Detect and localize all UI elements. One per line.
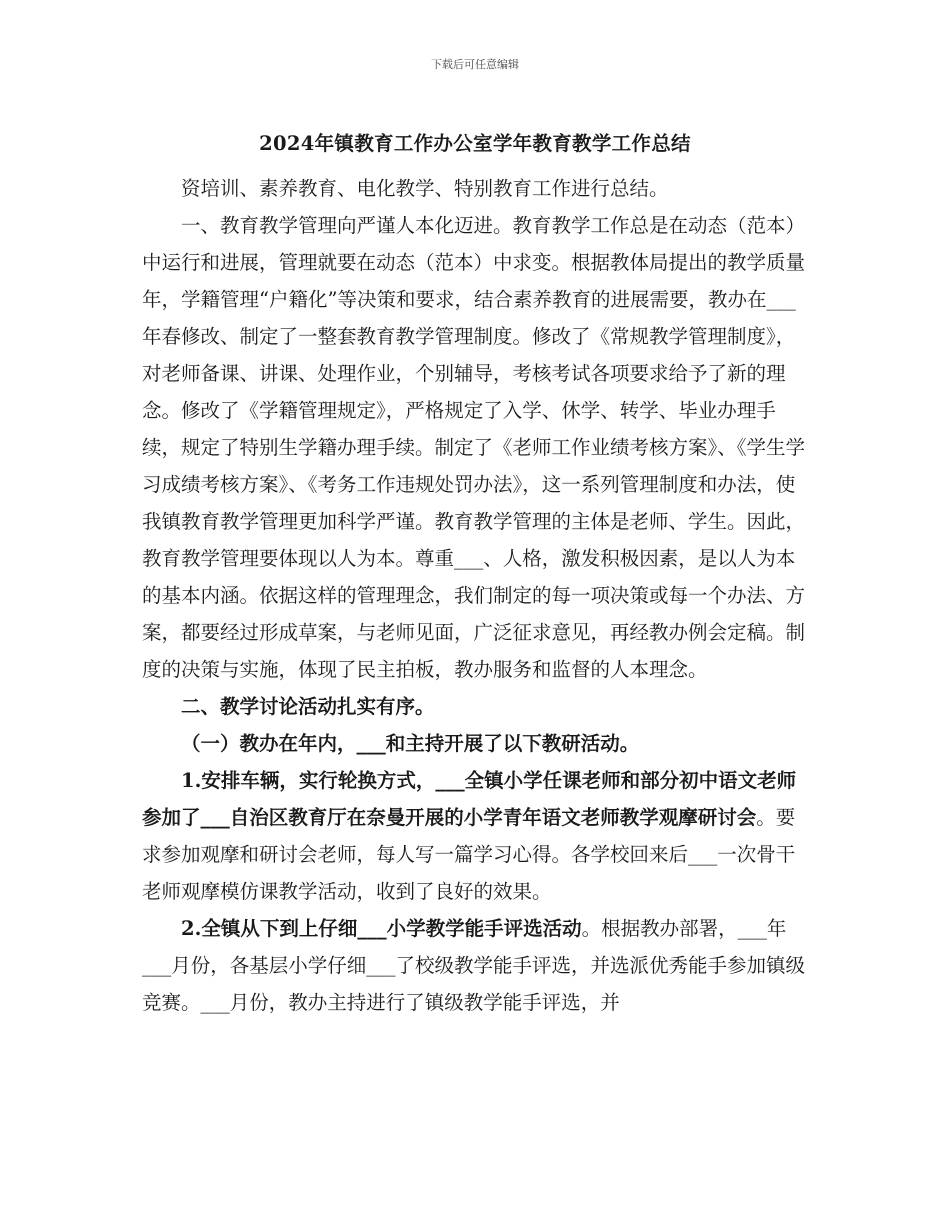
document-title: 2024年镇教育工作办公室学年教育教学工作总结 (259, 132, 691, 155)
item-2-lead: 2.全镇从下到上仔细___小学教学能手评选活动 (181, 917, 582, 940)
subsection-heading-activities: （一）教办在年内，___和主持开展了以下教研活动。 (181, 732, 640, 755)
item-1-lead: 1.安排车辆，实行轮换方式，___全镇小学任课老师和部分初中语文老师参加了___自治区教育厅在奈曼开展的小学青年语文老师教学观摩研讨会 (142, 769, 797, 829)
paragraph-management: 一、教育教学管理向严谨人本化迈进。教育教学工作总是在动态（范本）中运行和进展，管理就要在动态（范本）中求变。根据教体局提出的教学质量年，学籍管理“户籍化”等决策和要求，结合素养教育的进展需要，教办在___年春修改、制定了一整套教育教学管理制度。修改了《常规教学管理制度》，对老师备课、讲课、处理作业，个别辅导，考核考试各项要求给予了新的理念。修改了《学籍管理规定》，严格规定了入学、休学、转学、毕业办理手续，规定了特别生学籍办理手续。制定了《老师工作业绩考核方案》、《学生学习成绩考核方案》、《考务工作违规处罚办法》，这一系列管理制度和办法，使我镇教育教学管理更加科学严谨。教育教学管理的主体是老师、学生。因此，教育教学管理要体现以人为本。尊重___、人格，激发积极因素，是以人为本的基本内涵。依据这样的管理理念，我们制定的每一项决策或每一个办法、方案，都要经过形成草案，与老师见面，广泛征求意见，再经教办例会定稿。制度的决策与实施，体现了民主拍板，教办服务和监督的人本理念。 (142, 214, 806, 681)
page-header-note: 下载后可任意编辑 (431, 58, 519, 71)
document-body (142, 170, 812, 1021)
paragraph-item-2 (142, 910, 812, 1021)
section-heading-research: 二、教学讨论活动扎实有序。 (181, 695, 435, 718)
paragraph-item-1 (142, 762, 812, 910)
item-2-body: 。根据教办部署，___年___月份，各基层小学仔细___了校级教学能手评选，并选派优秀能手参加镇级竞赛。___月份，教办主持进行了镇级教学能手评选，并 (142, 917, 806, 1014)
item-1-body: 。要求参加观摩和研讨会老师，每人写一篇学习心得。各学校回来后___一次骨干老师观摩模仿课教学活动，收到了良好的效果。 (142, 806, 796, 903)
paragraph-continuation: 资培训、素养教育、电化教学、特别教育工作进行总结。 (181, 177, 669, 200)
